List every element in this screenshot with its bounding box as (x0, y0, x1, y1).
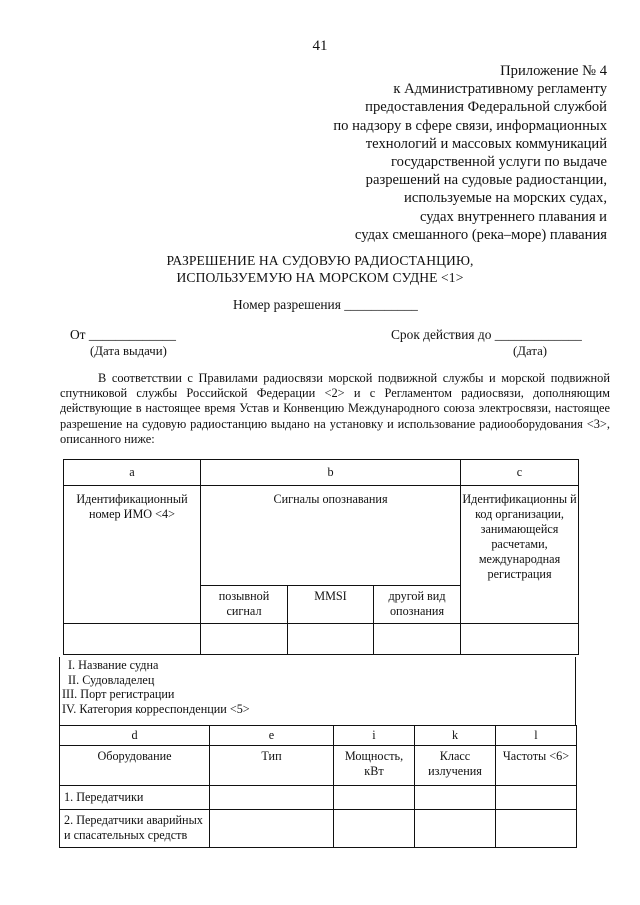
emergency-frequencies-cell[interactable] (496, 810, 577, 848)
signals-header: Сигналы опознавания (201, 486, 461, 586)
validity-date-field: Срок действия до _____________ (391, 327, 582, 342)
annex-line: по надзору в сфере связи, информационных (333, 117, 607, 134)
title-line-1: РАЗРЕШЕНИЕ НА СУДОВУЮ РАДИОСТАНЦИЮ, (166, 253, 474, 268)
equipment-header: Оборудование (60, 746, 210, 786)
frequencies-header: Частоты <6> (496, 746, 577, 786)
col-c-letter: c (461, 460, 579, 486)
col-l-letter: l (496, 726, 577, 746)
annex-line: Приложение № 4 (500, 63, 607, 79)
imo-value-cell[interactable] (64, 624, 201, 655)
equipment-table (59, 725, 577, 848)
issue-date-field: От _____________ (70, 327, 176, 342)
identification-table (63, 459, 579, 655)
mmsi-value-cell[interactable] (288, 624, 374, 655)
call-sign-header: позывной сигнал (201, 586, 288, 624)
col-k-letter: k (415, 726, 496, 746)
title-line-2: ИСПОЛЬЗУЕМУЮ НА МОРСКОМ СУДНЕ <1> (176, 269, 464, 285)
annex-line: технологий и массовых коммуникаций (365, 135, 607, 152)
col-b-letter: b (201, 460, 461, 486)
type-header: Тип (210, 746, 334, 786)
col-d-letter: d (60, 726, 210, 746)
annex-line: используемые на морских судах, (404, 190, 607, 207)
intro-paragraph (60, 371, 610, 447)
intro-text: В соответствии с Правилами радиосвязи морской подвижной службы и морской подвижной спутниковой службы Российской Федерации <2> и с Регламентом радиосвязи, дополняющим действующие в настоящее время Устав и Конвенцию Международного союза электросвязи, настоящее разрешение на судовую радиостанцию выдано на установку и использование радиооборудования <3>, описанного ниже: (60, 371, 610, 446)
emergency-emission-cell[interactable] (415, 810, 496, 848)
org-id-header: Идентификационны й код организации, занимающейся расчетами, международная регистрация (461, 486, 579, 624)
emergency-transmitters-row-label: 2. Передатчики аварийных и спасательных средств (60, 810, 210, 848)
list-item: II. Судовладелец (68, 672, 155, 687)
transmitters-row-label: 1. Передатчики (60, 786, 210, 810)
list-item: I. Название судна (68, 658, 159, 672)
annex-line: судах внутреннего плавания и (419, 208, 607, 225)
emergency-type-cell[interactable] (210, 810, 334, 848)
emergency-power-cell[interactable] (334, 810, 415, 848)
transmitters-frequencies-cell[interactable] (496, 786, 577, 810)
validity-date-caption: (Дата) (513, 344, 548, 358)
col-i-letter: i (334, 726, 415, 746)
transmitters-emission-cell[interactable] (415, 786, 496, 810)
annex-line: государственной услуги по выдаче (390, 154, 607, 171)
call-sign-value-cell[interactable] (201, 624, 288, 655)
other-id-value-cell[interactable] (374, 624, 461, 655)
org-id-value-cell[interactable] (461, 624, 579, 655)
annex-line: разрешений на судовые радиостанции, (365, 172, 607, 189)
col-e-letter: e (210, 726, 334, 746)
vessel-info-list (59, 657, 576, 725)
imo-number-header: Идентификационный номер ИМО <4> (64, 486, 201, 624)
annex-line: судах смешанного (река–море) плавания (354, 226, 607, 243)
page-number: 41 (312, 38, 328, 54)
mmsi-header: MMSI (288, 586, 374, 624)
annex-header (333, 62, 607, 244)
transmitters-power-cell[interactable] (334, 786, 415, 810)
annex-line: к Административному регламенту (393, 81, 607, 98)
list-item: III. Порт регистрации (62, 687, 175, 702)
list-item: IV. Категория корреспонденции <5> (62, 701, 250, 716)
emission-class-header: Класс излучения (415, 746, 496, 786)
power-header: Мощность, кВт (334, 746, 415, 786)
other-id-header: другой вид опознания (374, 586, 461, 624)
col-a-letter: a (64, 460, 201, 486)
annex-line: предоставления Федеральной службой (365, 99, 607, 116)
document-title (0, 253, 640, 286)
issue-date-caption: (Дата выдачи) (90, 344, 167, 358)
transmitters-type-cell[interactable] (210, 786, 334, 810)
permit-number-field: Номер разрешения ___________ (233, 297, 418, 312)
